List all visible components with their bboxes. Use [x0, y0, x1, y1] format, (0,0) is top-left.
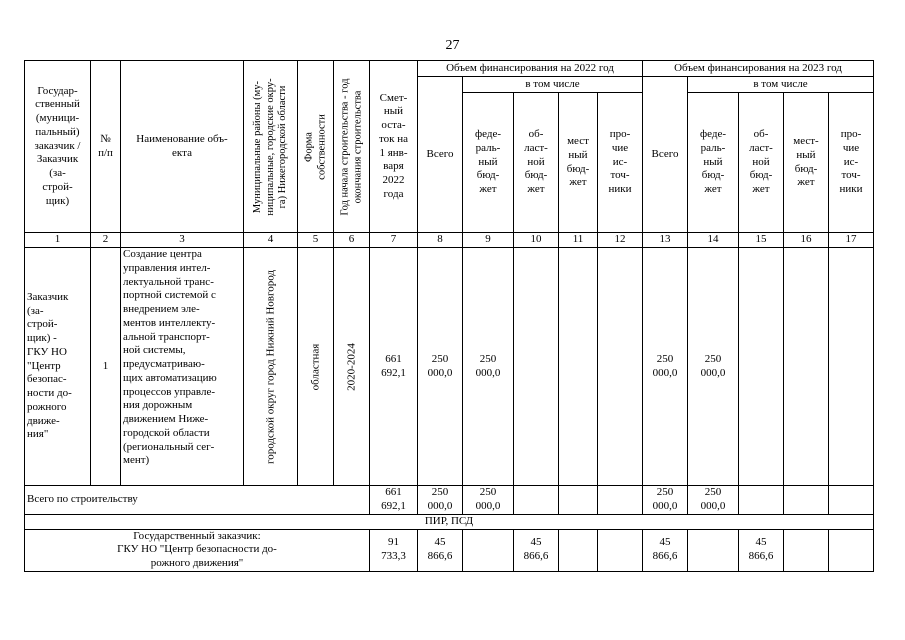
row1-years-cell [334, 248, 370, 486]
col-number: 3 [121, 233, 244, 248]
col-number: 5 [298, 233, 334, 248]
row1-regional-2022 [514, 248, 559, 486]
header-customer: Государ- ственный (муници- пальный) заказчик / Заказчик (за- строй- щик) [25, 61, 91, 233]
total-other-2023 [829, 486, 874, 515]
row1-local-2023 [784, 248, 829, 486]
total-total-2022: 250 000,0 [418, 486, 463, 515]
row1-ownership-cell [298, 248, 334, 486]
row2-regional-2022: 45 866,6 [514, 529, 559, 571]
row1-ownership: областная [308, 343, 321, 390]
col-number: 14 [688, 233, 739, 248]
row1-num: 1 [91, 248, 121, 486]
col-number: 4 [244, 233, 298, 248]
row1-customer: Заказчик (за- строй- щик) - ГКУ НО "Центр безопас- ности до- рожного движе- ния" [25, 248, 91, 486]
row2-other-2022 [598, 529, 643, 571]
header-local-2023: мест- ный бюд- жет [784, 93, 829, 233]
header-ownership-cell [298, 61, 334, 233]
col-number: 8 [418, 233, 463, 248]
header-total-2023: Всего [643, 77, 688, 233]
total-local-2022 [559, 486, 598, 515]
table-row [25, 529, 874, 571]
header-federal-2022: федe- раль- ный бюд- жет [463, 93, 514, 233]
column-number-row [25, 233, 874, 248]
row2-federal-2023 [688, 529, 739, 571]
header-row [25, 61, 874, 77]
row1-municipal-cell [244, 248, 298, 486]
row2-total-2023: 45 866,6 [643, 529, 688, 571]
row1-federal-2022: 250 000,0 [463, 248, 514, 486]
col-number: 2 [91, 233, 121, 248]
section-label: ПИР, ПСД [25, 514, 874, 529]
row2-local-2022 [559, 529, 598, 571]
header-num: № п/п [91, 61, 121, 233]
header-federal-2023: федe- раль- ный бюд- жет [688, 93, 739, 233]
financing-table [24, 60, 874, 572]
header-other-2022: про- чие ис- точ- ники [598, 93, 643, 233]
col-number: 13 [643, 233, 688, 248]
col-number: 10 [514, 233, 559, 248]
table-row [25, 248, 874, 486]
header-balance: Смет- ный оста- ток на 1 янв- варя 2022 года [370, 61, 418, 233]
total-other-2022 [598, 486, 643, 515]
total-local-2023 [784, 486, 829, 515]
row1-local-2022 [559, 248, 598, 486]
total-row [25, 486, 874, 515]
total-federal-2023: 250 000,0 [688, 486, 739, 515]
row1-object-name: Создание центра управления интел- лектуальной транс- портной системой с внедрением эле- ментов интеллекту- альной транспорт- ной системы, предусматриваю- щих автоматизацию процессов управле- ния дорожным движением Ниже- городской области (региональный сег- мент) [121, 248, 244, 486]
row1-balance: 661 692,1 [370, 248, 418, 486]
row2-regional-2023: 45 866,6 [739, 529, 784, 571]
row1-federal-2023: 250 000,0 [688, 248, 739, 486]
row2-label: Государственный заказчик: ГКУ НО "Центр безопасности до- рожного движения" [25, 529, 370, 571]
row2-balance: 91 733,3 [370, 529, 418, 571]
row1-total-2023: 250 000,0 [643, 248, 688, 486]
row2-total-2022: 45 866,6 [418, 529, 463, 571]
total-regional-2022 [514, 486, 559, 515]
col-number: 11 [559, 233, 598, 248]
section-row [25, 514, 874, 529]
row2-local-2023 [784, 529, 829, 571]
col-number: 16 [784, 233, 829, 248]
header-object-name: Наименование объ- екта [121, 61, 244, 233]
col-number: 7 [370, 233, 418, 248]
total-federal-2022: 250 000,0 [463, 486, 514, 515]
header-local-2022: мест ный бюд- жет [559, 93, 598, 233]
row1-other-2023 [829, 248, 874, 486]
col-number: 17 [829, 233, 874, 248]
header-regional-2023: об- ласт- ной бюд- жет [739, 93, 784, 233]
total-total-2023: 250 000,0 [643, 486, 688, 515]
total-balance: 661 692,1 [370, 486, 418, 515]
row1-years: 2020-2024 [344, 342, 357, 391]
header-other-2023: про- чие ис- точ- ники [829, 93, 874, 233]
col-number: 12 [598, 233, 643, 248]
row1-total-2022: 250 000,0 [418, 248, 463, 486]
header-fin-2022: Объем финансирования на 2022 год [418, 61, 643, 77]
header-years-cell [334, 61, 370, 233]
col-number: 6 [334, 233, 370, 248]
header-total-2022: Всего [418, 77, 463, 233]
total-label: Всего по строительству [25, 486, 370, 515]
total-regional-2023 [739, 486, 784, 515]
row2-federal-2022 [463, 529, 514, 571]
header-municipal: Муниципальные районы (му- ниципальные, городские окру- га) Нижегородской области [251, 77, 288, 216]
header-incl-2022: в том числе [463, 77, 643, 93]
row1-regional-2023 [739, 248, 784, 486]
col-number: 1 [25, 233, 91, 248]
header-years: Год начала строительства - год окончания строительства [338, 77, 363, 216]
col-number: 15 [739, 233, 784, 248]
row2-other-2023 [829, 529, 874, 571]
header-regional-2022: об- ласт- ной бюд- жет [514, 93, 559, 233]
header-ownership: Форма собственности [302, 113, 327, 180]
header-fin-2023: Объем финансирования на 2023 год [643, 61, 874, 77]
row1-municipal: городской округ город Нижний Новгород [263, 269, 276, 464]
header-municipal-cell [244, 61, 298, 233]
row1-other-2022 [598, 248, 643, 486]
header-incl-2023: в том числе [688, 77, 874, 93]
page-number: 27 [445, 38, 460, 53]
col-number: 9 [463, 233, 514, 248]
